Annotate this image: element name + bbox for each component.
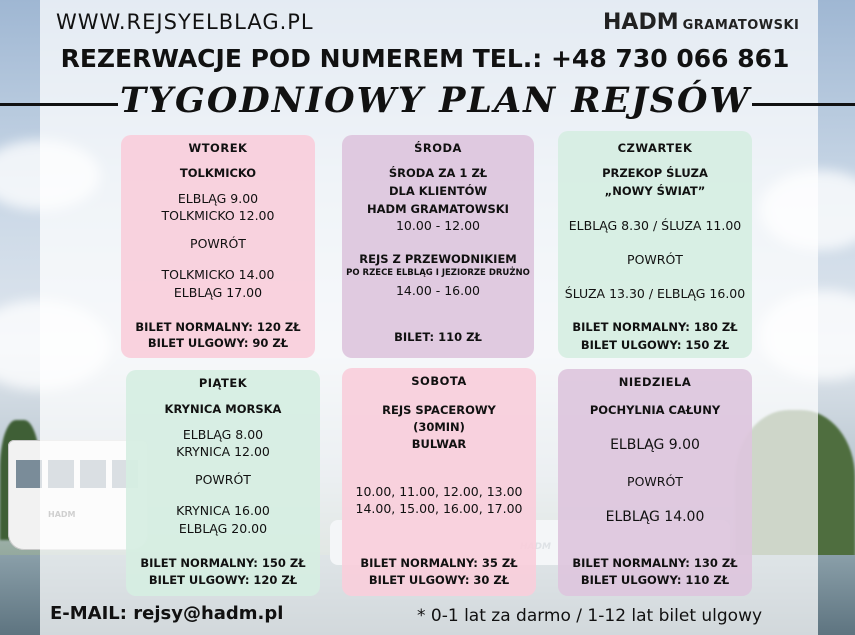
return-label: POWRÓT xyxy=(627,252,683,267)
schedule-line: KRYNICA 16.00 xyxy=(176,503,270,518)
route-name: BULWAR xyxy=(411,437,467,451)
route-description: PO RZECE ELBLĄG I JEZIORZE DRUŻNO xyxy=(346,268,530,278)
route-name: KRYNICA MORSKA xyxy=(164,402,282,416)
ticket-normal: BILET NORMALNY: 120 ZŁ xyxy=(135,320,301,334)
schedule-line: 10.00, 11.00, 12.00, 13.00 xyxy=(355,484,523,499)
return-label: POWRÓT xyxy=(627,474,683,489)
schedule-line: ELBLĄG 8.00 xyxy=(182,427,264,442)
card-wtorek xyxy=(121,135,315,358)
schedule-line: TOLKMICKO 14.00 xyxy=(161,267,275,282)
card-sroda xyxy=(342,135,534,358)
brand-logo xyxy=(603,10,799,35)
route-name: „NOWY ŚWIAT” xyxy=(604,184,706,198)
ticket-reduced: BILET ULGOWY: 30 ZŁ xyxy=(368,573,510,587)
ticket-reduced: BILET ULGOWY: 120 ZŁ xyxy=(148,573,298,587)
email-contact[interactable]: E-MAIL: rejsy@hadm.pl xyxy=(50,603,284,624)
age-note: * 0-1 lat za darmo / 1-12 lat bilet ulgowy xyxy=(417,606,763,626)
title-rule-right xyxy=(752,103,855,106)
schedule-line: ELBLĄG 20.00 xyxy=(178,521,268,536)
website-url[interactable]: WWW.REJSYELBLAG.PL xyxy=(56,10,314,34)
card-sobota xyxy=(342,368,536,596)
ticket-normal: BILET NORMALNY: 150 ZŁ xyxy=(140,556,306,570)
ticket-normal: BILET NORMALNY: 180 ZŁ xyxy=(572,320,738,334)
schedule-line: ELBLĄG 8.30 / ŚLUZA 11.00 xyxy=(568,218,742,233)
day-title: SOBOTA xyxy=(411,374,467,388)
card-niedziela xyxy=(558,369,752,596)
schedule-line: ELBLĄG 17.00 xyxy=(173,285,263,300)
ticket-price: BILET: 110 ZŁ xyxy=(394,330,482,344)
return-label: POWRÓT xyxy=(190,236,246,251)
offer-line: HADM GRAMATOWSKI xyxy=(367,202,509,216)
schedule-line: 10.00 - 12.00 xyxy=(395,218,481,233)
schedule-line: ELBLĄG 14.00 xyxy=(605,509,705,525)
brand-main: HADM xyxy=(603,10,679,35)
ticket-normal: BILET NORMALNY: 35 ZŁ xyxy=(360,556,518,570)
route-name: TOLKMICKO xyxy=(179,166,257,180)
day-title: PIĄTEK xyxy=(198,376,248,390)
brand-sub: GRAMATOWSKI xyxy=(682,18,800,33)
route-name: REJS Z PRZEWODNIKIEM xyxy=(359,252,517,266)
card-piatek xyxy=(126,370,320,596)
schedule-line: ŚLUZA 13.30 / ELBLĄG 16.00 xyxy=(564,286,746,301)
day-title: CZWARTEK xyxy=(617,141,693,155)
ticket-reduced: BILET ULGOWY: 90 ZŁ xyxy=(147,336,289,350)
ticket-reduced: BILET ULGOWY: 150 ZŁ xyxy=(580,338,730,352)
schedule-line: 14.00 - 16.00 xyxy=(395,283,481,298)
route-name: PRZEKOP ŚLUZA xyxy=(602,166,708,180)
day-title: ŚRODA xyxy=(414,141,462,155)
reservation-phone: REZERWACJE POD NUMEREM TEL.: +48 730 066 861 xyxy=(60,44,790,73)
boat-window xyxy=(16,460,42,488)
schedule-line: TOLKMICKO 12.00 xyxy=(161,208,275,223)
offer-line: DLA KLIENTÓW xyxy=(388,184,488,198)
card-czwartek xyxy=(558,131,752,358)
schedule-line: 14.00, 15.00, 16.00, 17.00 xyxy=(355,501,523,516)
schedule-line: ELBLĄG 9.00 xyxy=(177,191,259,206)
route-name: REJS SPACEROWY xyxy=(382,403,496,417)
title-rule-left xyxy=(0,103,118,106)
page-title: TYGODNIOWY PLAN REJSÓW xyxy=(120,80,751,121)
return-label: POWRÓT xyxy=(195,472,251,487)
offer-line: ŚRODA ZA 1 ZŁ xyxy=(388,166,488,180)
day-title: WTOREK xyxy=(188,141,248,155)
day-title: NIEDZIELA xyxy=(618,375,692,389)
schedule-line: ELBLĄG 9.00 xyxy=(610,437,700,453)
schedule-line: KRYNICA 12.00 xyxy=(176,444,270,459)
route-name: (30MIN) xyxy=(413,420,465,434)
route-name: POCHYLNIA CAŁUNY xyxy=(589,403,721,417)
ticket-normal: BILET NORMALNY: 130 ZŁ xyxy=(572,556,738,570)
ticket-reduced: BILET ULGOWY: 110 ZŁ xyxy=(580,573,730,587)
